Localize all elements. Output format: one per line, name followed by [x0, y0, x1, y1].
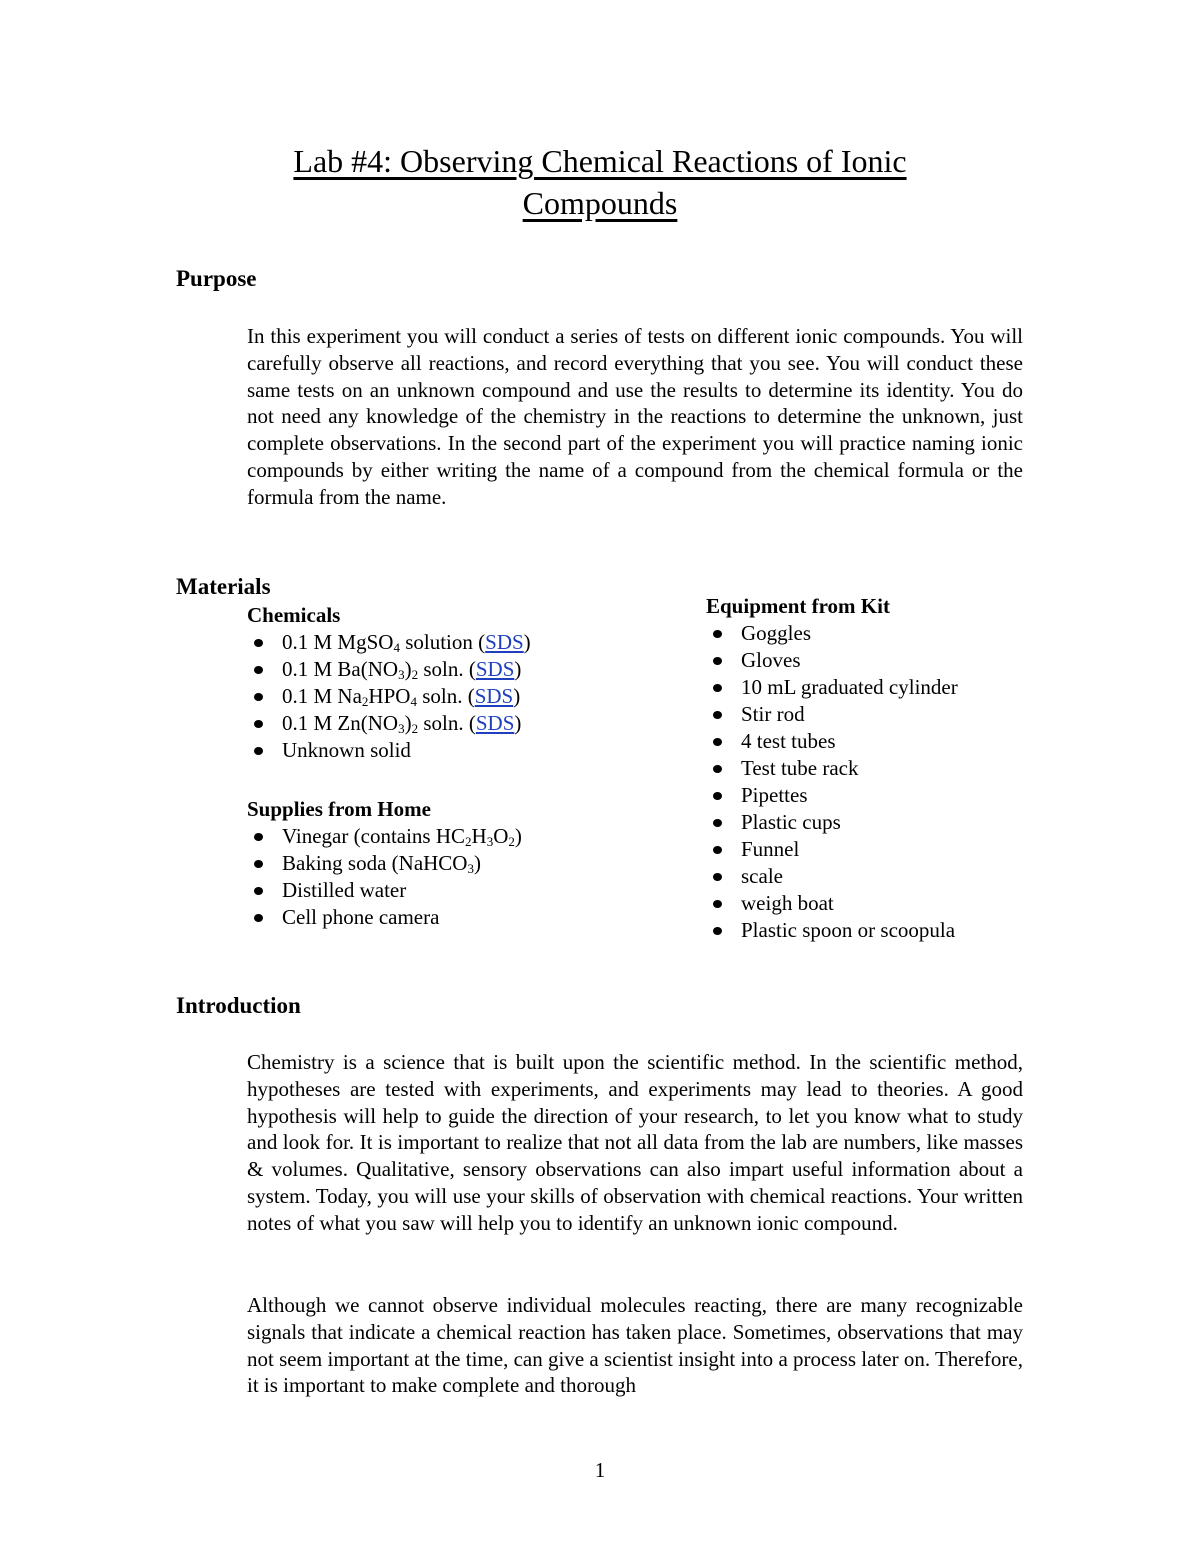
list-item: Vinegar (contains $HC_2H_3O_2$) [247, 823, 522, 850]
list-item: Test tube rack [706, 755, 958, 782]
list-item: 0.1 M $Zn(NO_3)_2$ soln. (SDS) [247, 710, 531, 737]
introduction-heading: Introduction [176, 993, 301, 1018]
page-title [150, 140, 1050, 224]
list-item: 4 test tubes [706, 728, 958, 755]
materials-heading: Materials [176, 574, 271, 599]
chemicals-list [247, 629, 531, 764]
list-item: Plastic cups [706, 809, 958, 836]
sds-link[interactable]: SDS [475, 711, 515, 735]
chemicals-heading: Chemicals [247, 603, 341, 627]
supplies-heading: Supplies from Home [247, 797, 431, 821]
purpose-text: In this experiment you will conduct a series of tests on different ionic compounds. You will carefully observe all reactions, and record everything that you see. You will conduct these same tests on an unknown compound and use the results to determine its identity. You do not need any knowledge of the chemistry in the reactions to determine the unknown, just complete observations. In the second part of the experiment you will practice naming ionic compounds by either writing the name of a compound from the chemical formula or the formula from the name. [247, 324, 1023, 509]
list-item: Funnel [706, 836, 958, 863]
title-line-2: Compounds [522, 185, 678, 221]
title-line-1: Lab #4: Observing Chemical Reactions of Ionic [293, 143, 907, 179]
equipment-heading: Equipment from Kit [706, 594, 890, 618]
page-number: 1 [594, 1458, 606, 1482]
sds-link[interactable]: SDS [474, 684, 514, 708]
list-item: Goggles [706, 620, 958, 647]
list-item: 0.1 M $Na_2HPO_4$ soln. (SDS) [247, 683, 531, 710]
supplies-section [247, 796, 522, 931]
list-item: weigh boat [706, 890, 958, 917]
list-item: Cell phone camera [247, 904, 522, 931]
list-item: Gloves [706, 647, 958, 674]
supplies-list [247, 823, 522, 931]
introduction-paragraph-1: Chemistry is a science that is built upon the scientific method. In the scientific method, hypotheses are tested with experiments, and experiments may lead to theories. A good hypothesis will help to guide the direction of your research, to let you know what to study and look for. It is important to realize that not all data from the lab are numbers, like masses & volumes. Qualitative, sensory observations can also impart useful information about a system. Today, you will use your skills of observation with chemical reactions. Your written notes of what you saw will help you to identify an unknown ionic compound. [247, 1050, 1023, 1235]
list-item: Stir rod [706, 701, 958, 728]
purpose-heading: Purpose [176, 266, 257, 291]
chemicals-section [247, 602, 531, 764]
sds-link[interactable]: SDS [485, 630, 524, 654]
equipment-section [706, 593, 958, 944]
list-item: Pipettes [706, 782, 958, 809]
equipment-list [706, 620, 958, 944]
list-item: Distilled water [247, 877, 522, 904]
list-item: 10 mL graduated cylinder [706, 674, 958, 701]
list-item: 0.1 M MgSO$_4$ solution (SDS) [247, 629, 531, 656]
list-item: Unknown solid [247, 737, 531, 764]
list-item: scale [706, 863, 958, 890]
list-item: 0.1 M $Ba(NO_3)_2$ soln. (SDS) [247, 656, 531, 683]
list-item: Baking soda (NaHCO$_3$) [247, 850, 522, 877]
sds-link[interactable]: SDS [475, 657, 515, 681]
list-item: Plastic spoon or scoopula [706, 917, 958, 944]
introduction-paragraph-2: Although we cannot observe individual molecules reacting, there are many recognizable signals that indicate a chemical reaction has taken place. Sometimes, observations that may not seem important at the time, can give a scientist insight into a process later on. Therefore, it is important to make complete and thorough [247, 1293, 1023, 1398]
